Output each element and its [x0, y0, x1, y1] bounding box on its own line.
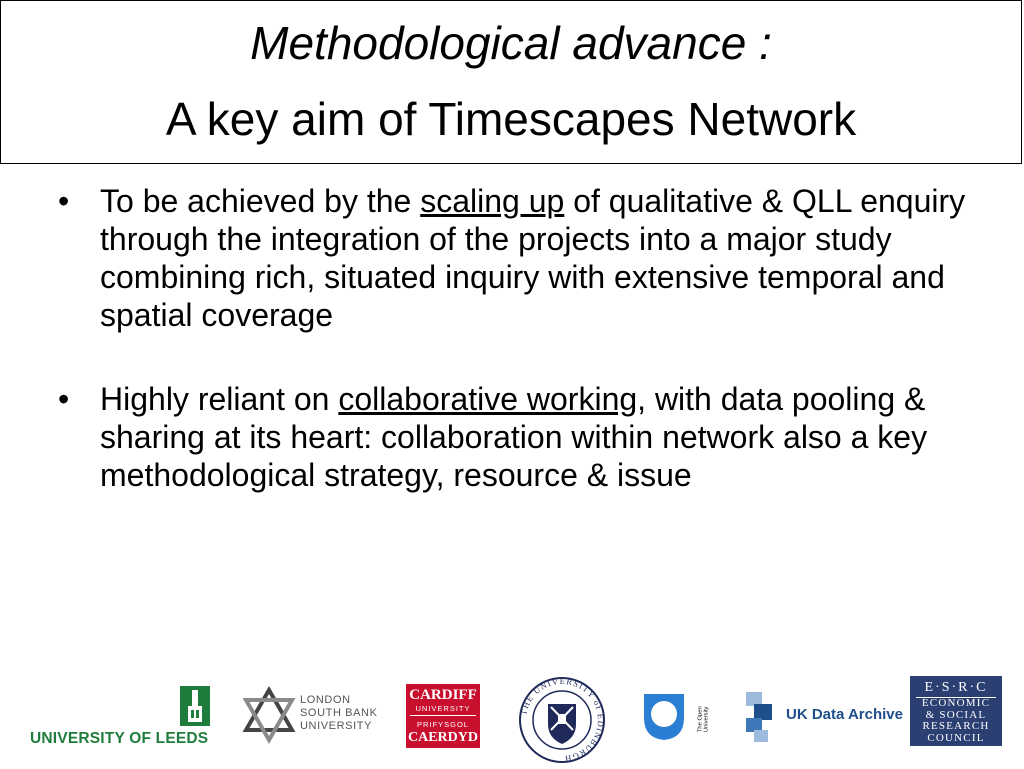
edinburgh-logo	[518, 676, 606, 764]
svg-text:The Open: The Open	[697, 706, 704, 733]
bullet-text-before: To be achieved by the	[100, 183, 421, 219]
leeds-building-icon	[180, 686, 210, 726]
cardiff-divider	[410, 715, 476, 716]
esrc-line: RESEARCH	[922, 720, 990, 732]
cardiff-line: CARDIFF	[409, 687, 477, 703]
edinburgh-seal-text: THE UNIVERSITY of EDINBURGH	[518, 676, 606, 764]
cardiff-line: PRIFYSGOL	[417, 720, 469, 729]
edinburgh-seal-icon	[518, 676, 606, 764]
bullet-dot: •	[58, 381, 70, 417]
cardiff-line: UNIVERSITY	[415, 704, 471, 713]
uk-data-archive-logo	[742, 686, 902, 746]
uk-data-archive-blocks-icon	[742, 686, 782, 746]
bullet-underlined-text: scaling up	[420, 183, 565, 219]
bullet-text-before: Highly reliant on	[100, 381, 339, 417]
esrc-line: ECONOMIC	[921, 697, 991, 709]
slide-subtitle: A key aim of Timescapes Network	[165, 93, 857, 145]
svg-text:University: University	[703, 706, 710, 733]
cardiff-logo	[406, 684, 480, 748]
leeds-logo	[30, 686, 218, 750]
bullet-item	[56, 380, 976, 494]
logo-strip	[0, 672, 1024, 768]
uk-data-archive-wordmark: UK Data Archive	[786, 706, 903, 723]
esrc-logo	[910, 676, 1002, 746]
esrc-line: COUNCIL	[927, 731, 985, 744]
lsbu-star-icon	[240, 686, 298, 744]
leeds-wordmark: UNIVERSITY OF LEEDS	[30, 730, 209, 747]
lsbu-wordmark	[300, 694, 378, 733]
esrc-line: E·S·R·C	[916, 679, 996, 698]
lsbu-line: UNIVERSITY	[300, 720, 373, 732]
bullet-list	[56, 182, 976, 540]
slide-title: Methodological advance :	[250, 17, 772, 69]
cardiff-line: CAERDYD	[408, 730, 478, 745]
bullet-item	[56, 182, 976, 334]
open-university-shield-icon	[640, 690, 688, 742]
bullet-text-after: of qualitative & QLL enquiry through the integration of the projects into a major study combining rich, situated inquiry with extensive temporal and spatial coverage	[100, 183, 966, 333]
esrc-line: & SOCIAL	[925, 708, 987, 721]
lsbu-line: LONDON	[300, 694, 351, 706]
open-university-wordmark	[696, 690, 710, 744]
bullet-dot: •	[58, 183, 70, 219]
bullet-underlined-text: collaborative working	[338, 381, 638, 417]
open-university-logo	[640, 688, 726, 744]
lsbu-line: SOUTH BANK	[300, 707, 378, 719]
bullet-text-after: , with data pooling & sharing at its heart: collaboration within network also a key methodological strategy, resource & issue	[100, 381, 928, 493]
title-box	[0, 0, 1022, 164]
lsbu-logo	[240, 684, 390, 744]
